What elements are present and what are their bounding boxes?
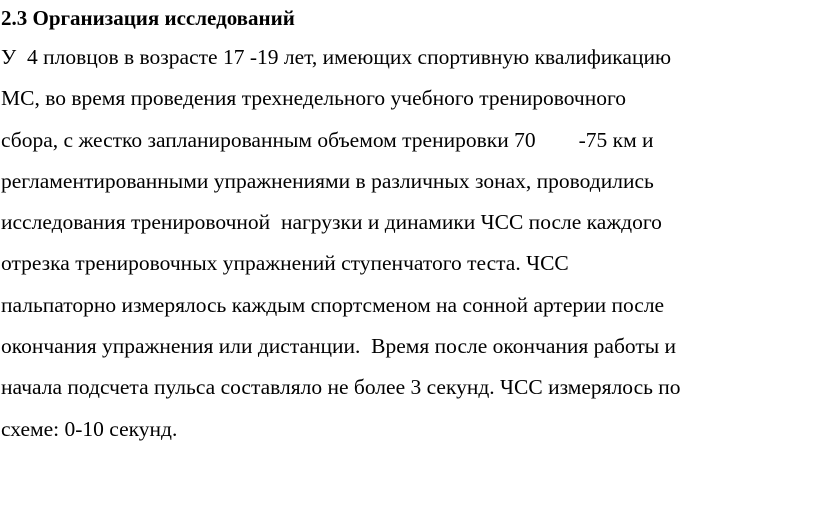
text-line: схеме: 0-10 секунд.: [1, 416, 178, 441]
text-line: МС, во время проведения трехнедельного учебного тренировочного: [1, 86, 627, 111]
section-heading: 2.3 Организация исследований: [1, 6, 295, 30]
text-line: окончания упражнения или дистанции. Время после окончания работы и: [1, 334, 677, 359]
text-line: регламентированными упражнениями в различных зонах, проводились: [1, 168, 654, 193]
text-line: отрезка тренировочных упражнений ступенчатого теста. ЧСС: [1, 251, 569, 276]
text-line: пальпаторно измерялось каждым спортсменом на сонной артерии после: [1, 292, 665, 317]
body-paragraph: [1, 42, 813, 455]
text-line: исследования тренировочной нагрузки и динамики ЧСС после каждого: [1, 210, 662, 235]
text-line: начала подсчета пульса составляло не более 3 секунд. ЧСС измерялось по: [1, 375, 681, 400]
text-line: У 4 пловцов в возрасте 17 -19 лет, имеющих спортивную квалификацию: [1, 45, 672, 69]
text-line: сбора, с жестко запланированным объемом тренировки 70 -75 км и: [1, 127, 654, 152]
